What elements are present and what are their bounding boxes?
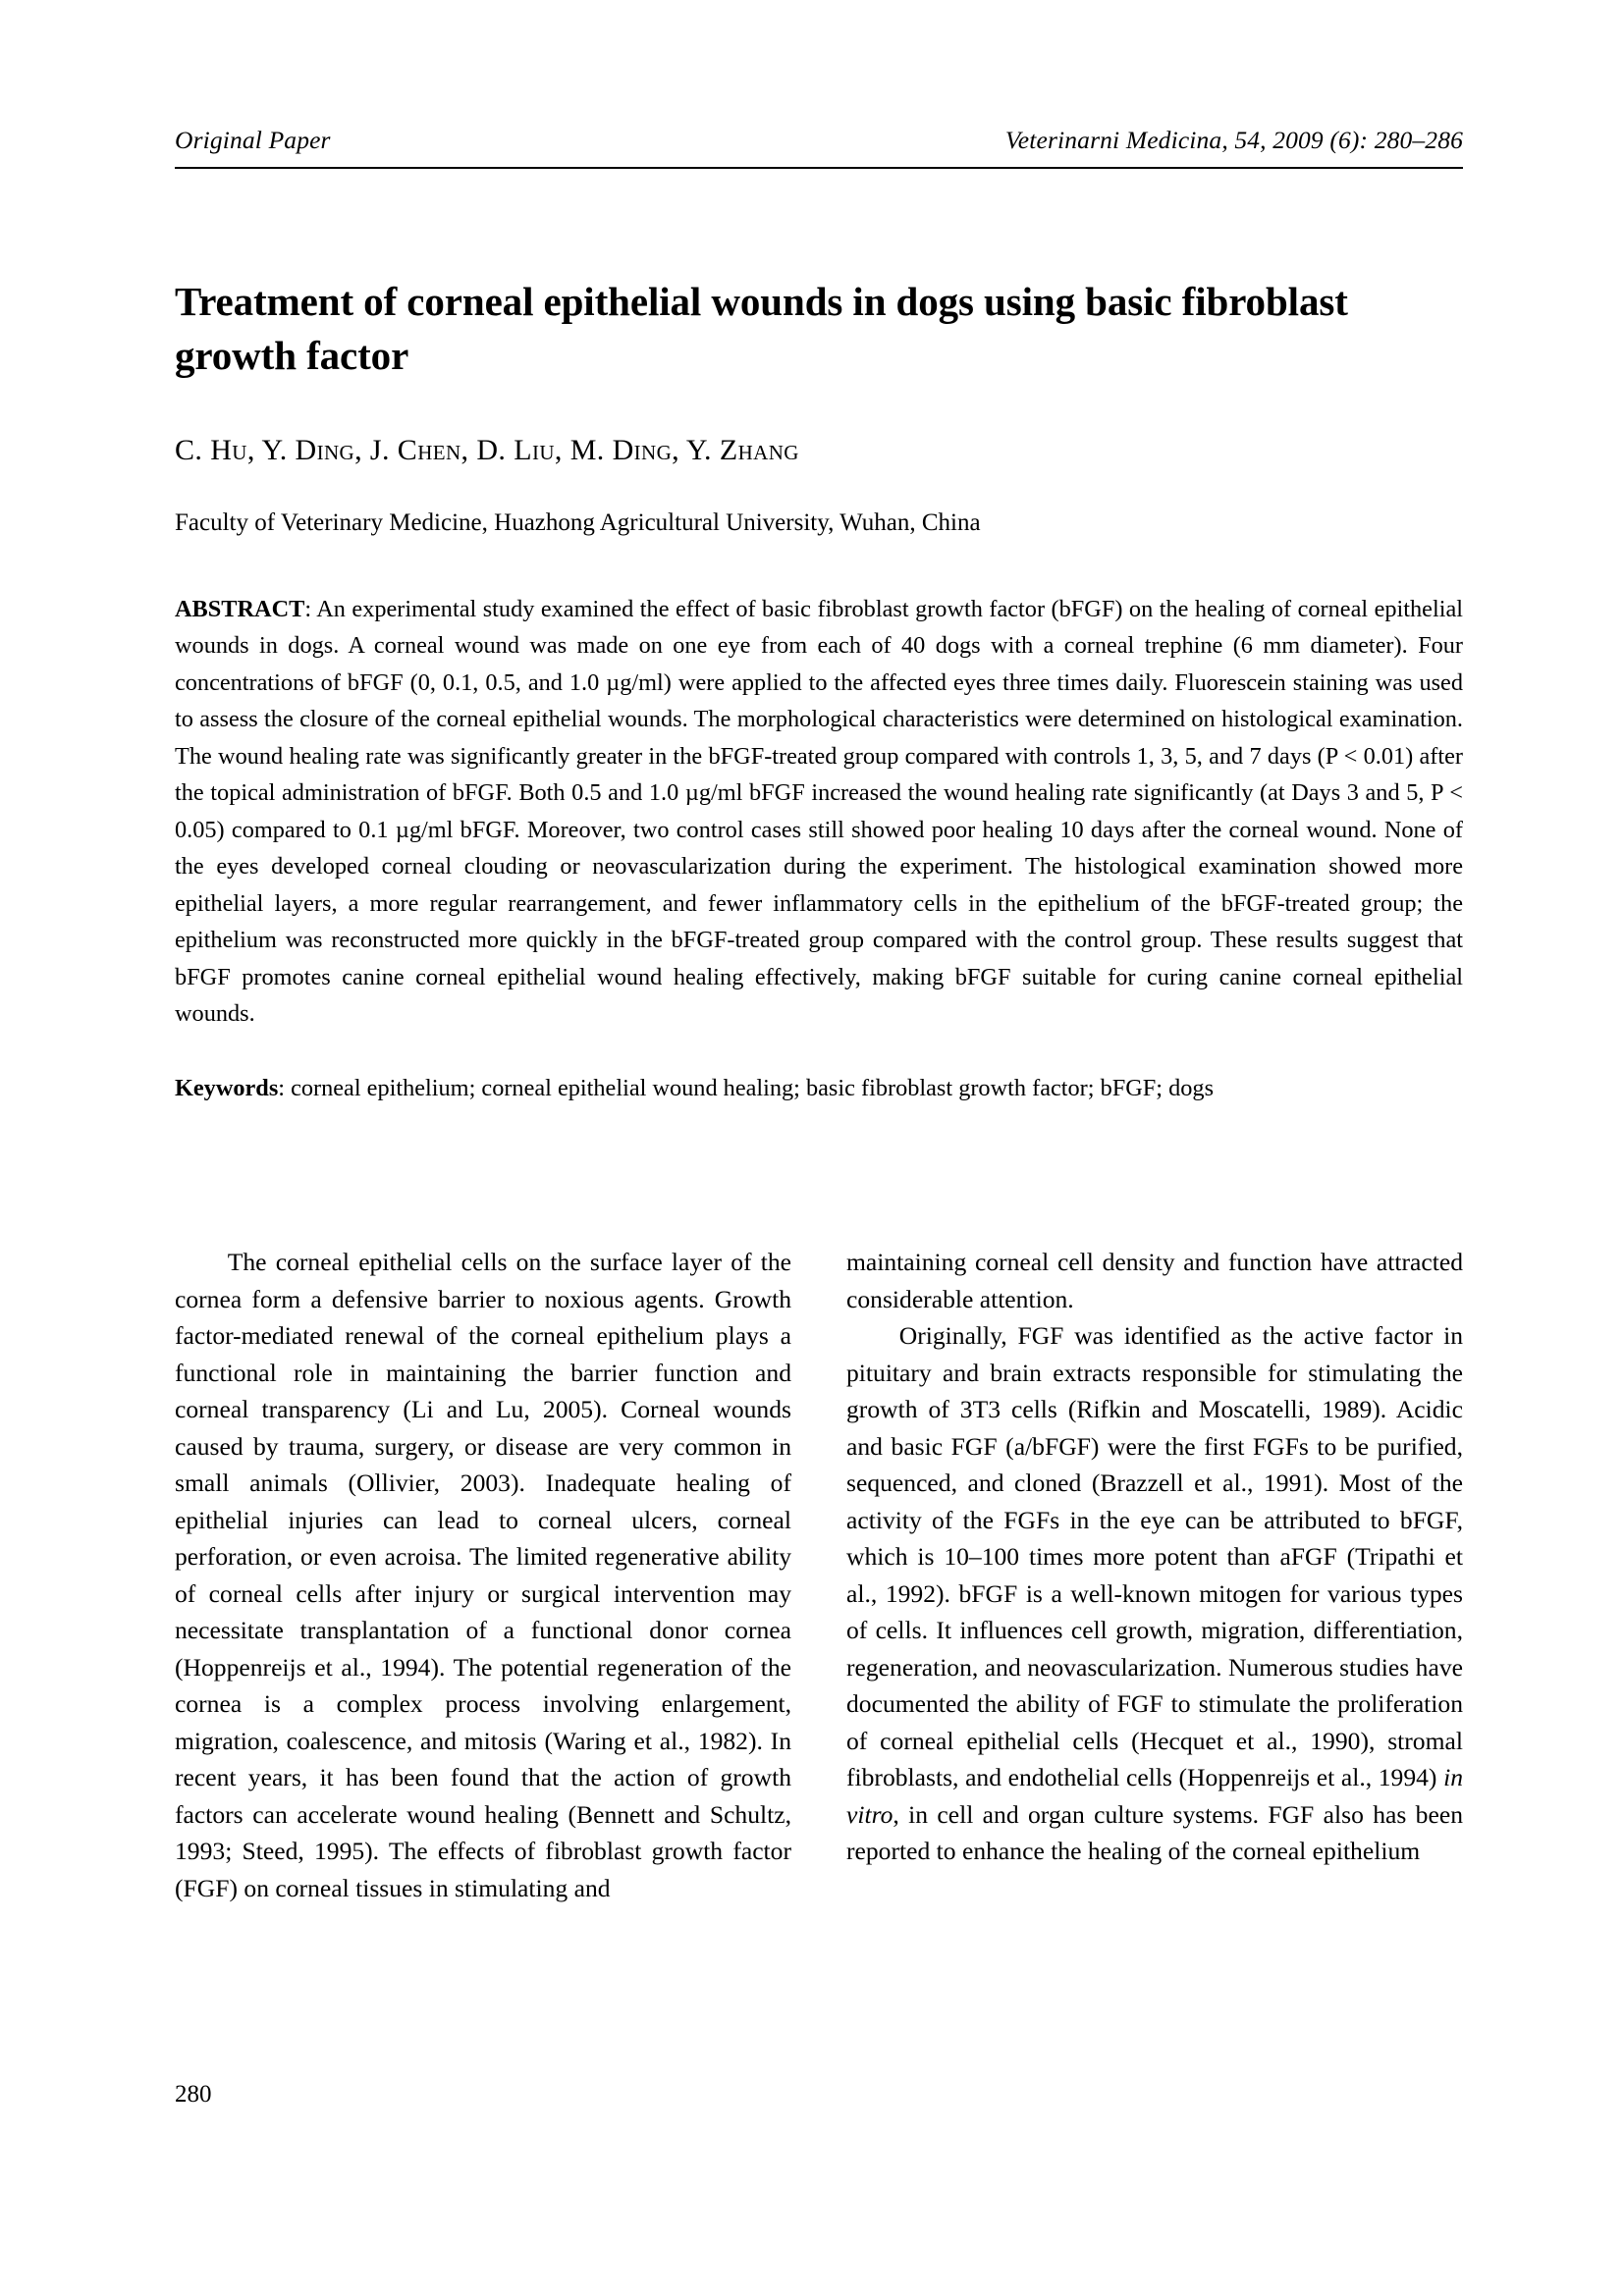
page-title: Treatment of corneal epithelial wounds in dogs using basic fibroblast growth factor: [175, 279, 1348, 378]
body-column-right: [846, 1244, 1463, 1906]
page-content: [175, 0, 1463, 1906]
running-head-left: Original Paper: [175, 126, 331, 154]
affiliation: Faculty of Veterinary Medicine, Huazhong Agricultural University, Wuhan, China: [175, 509, 981, 537]
keywords-paragraph: [175, 1070, 1463, 1107]
in-vitro-italic: in vitro: [846, 1763, 1463, 1829]
running-head: [175, 0, 1463, 155]
paragraph-fgf-history-part-a: Originally, FGF was identified as the active factor in pituitary and brain extracts responsible for stimulating the growth of 3T3 cells (Rifkin and Moscatelli, 1989). Acidic and basic FGF (a/bFGF) were the first FGFs to be purified, sequenced, and cloned (Brazzell et al., 1991). Most of the activity of the FGFs in the eye can be attributed to bFGF, which is 10–100 times more potent than aFGF (Tripathi et al., 1992). bFGF is a well-known mitogen for various types of cells. It influences cell growth, migration, differentiation, regeneration, and neovascularization. Numerous studies have documented the ability of FGF to stimulate the proliferation of corneal epithelial cells (Hecquet et al., 1990), stromal fibroblasts, and endothelial cells (Hoppenreijs et al., 1994): [846, 1321, 1463, 1792]
keywords-label: Keywords: [175, 1074, 279, 1101]
body-columns: [175, 1244, 1463, 1906]
paragraph-intro-right-continued: maintaining corneal cell density and function have attracted considerable attention.: [846, 1248, 1463, 1313]
running-head-right: Veterinarni Medicina, 54, 2009 (6): 280–286: [1004, 126, 1463, 154]
abstract-paragraph: [175, 591, 1463, 1033]
page-number: 280: [175, 2081, 212, 2108]
paragraph-intro-left: The corneal epithelial cells on the surface layer of the cornea form a defensive barrier to noxious agents. Growth factor-mediated renewal of the corneal epithelium plays a functional role in maintaining the barrier function and corneal transparency (Li and Lu, 2005). Corneal wounds caused by trauma, surgery, or disease are very common in small animals (Ollivier, 2003). Inadequate healing of epithelial injuries can lead to corneal ulcers, corneal perforation, or even acroisa. The limited regenerative ability of corneal cells after injury or surgical intervention may necessitate transplantation of a functional donor cornea (Hoppenreijs et al., 1994). The potential regeneration of the cornea is a complex process involving enlargement, migration, coalescence, and mitosis (Waring et al., 1982). In recent years, it has been found that the action of growth factors can accelerate wound healing (Bennett and Schultz, 1993; Steed, 1995). The effects of fibroblast growth factor (FGF) on corneal tissues in stimulating and: [175, 1248, 791, 1902]
paragraph-fgf-history-part-b: , in cell and organ culture systems. FGF also has been reported to enhance the healing of the corneal epithelium: [846, 1799, 1463, 1866]
keywords-text: : corneal epithelium; corneal epithelial wound healing; basic fibroblast growth factor; bFGF; dogs: [278, 1074, 1215, 1101]
author-list: C. Hu, Y. Ding, J. Chen, D. Liu, M. Ding, Y. Zhang: [175, 434, 799, 467]
body-column-left: [175, 1244, 791, 1906]
abstract-text: : An experimental study examined the effect of basic fibroblast growth factor (bFGF) on the healing of corneal epithelial wounds in dogs. A corneal wound was made on one eye from each of 40 dogs with a corneal trephine (6 mm diameter). Four concentrations of bFGF (0, 0.1, 0.5, and 1.0 µg/ml) were applied to the affected eyes three times daily. Fluorescein staining was used to assess the closure of the corneal epithelial wounds. The morphological characteristics were determined on histological examination. The wound healing rate was significantly greater in the bFGF-treated group compared with controls 1, 3, 5, and 7 days (P < 0.01) after the topical administration of bFGF. Both 0.5 and 1.0 µg/ml bFGF increased the wound healing rate significantly (at Days 3 and 5, P < 0.05) compared to 0.1 µg/ml bFGF. Moreover, two control cases still showed poor healing 10 days after the corneal wound. None of the eyes developed corneal clouding or neovascularization during the experiment. The histological examination showed more epithelial layers, a more regular rearrangement, and fewer inflammatory cells in the epithelium of the bFGF-treated group; the epithelium was reconstructed more quickly in the bFGF-treated group compared with the control group. These results suggest that bFGF promotes canine corneal epithelial wound healing effectively, making bFGF suitable for curing canine corneal epithelial wounds.: [175, 595, 1463, 1028]
paragraph-fgf-history: [846, 1317, 1463, 1869]
abstract-label: ABSTRACT: [175, 595, 305, 622]
header-rule: [175, 167, 1463, 169]
